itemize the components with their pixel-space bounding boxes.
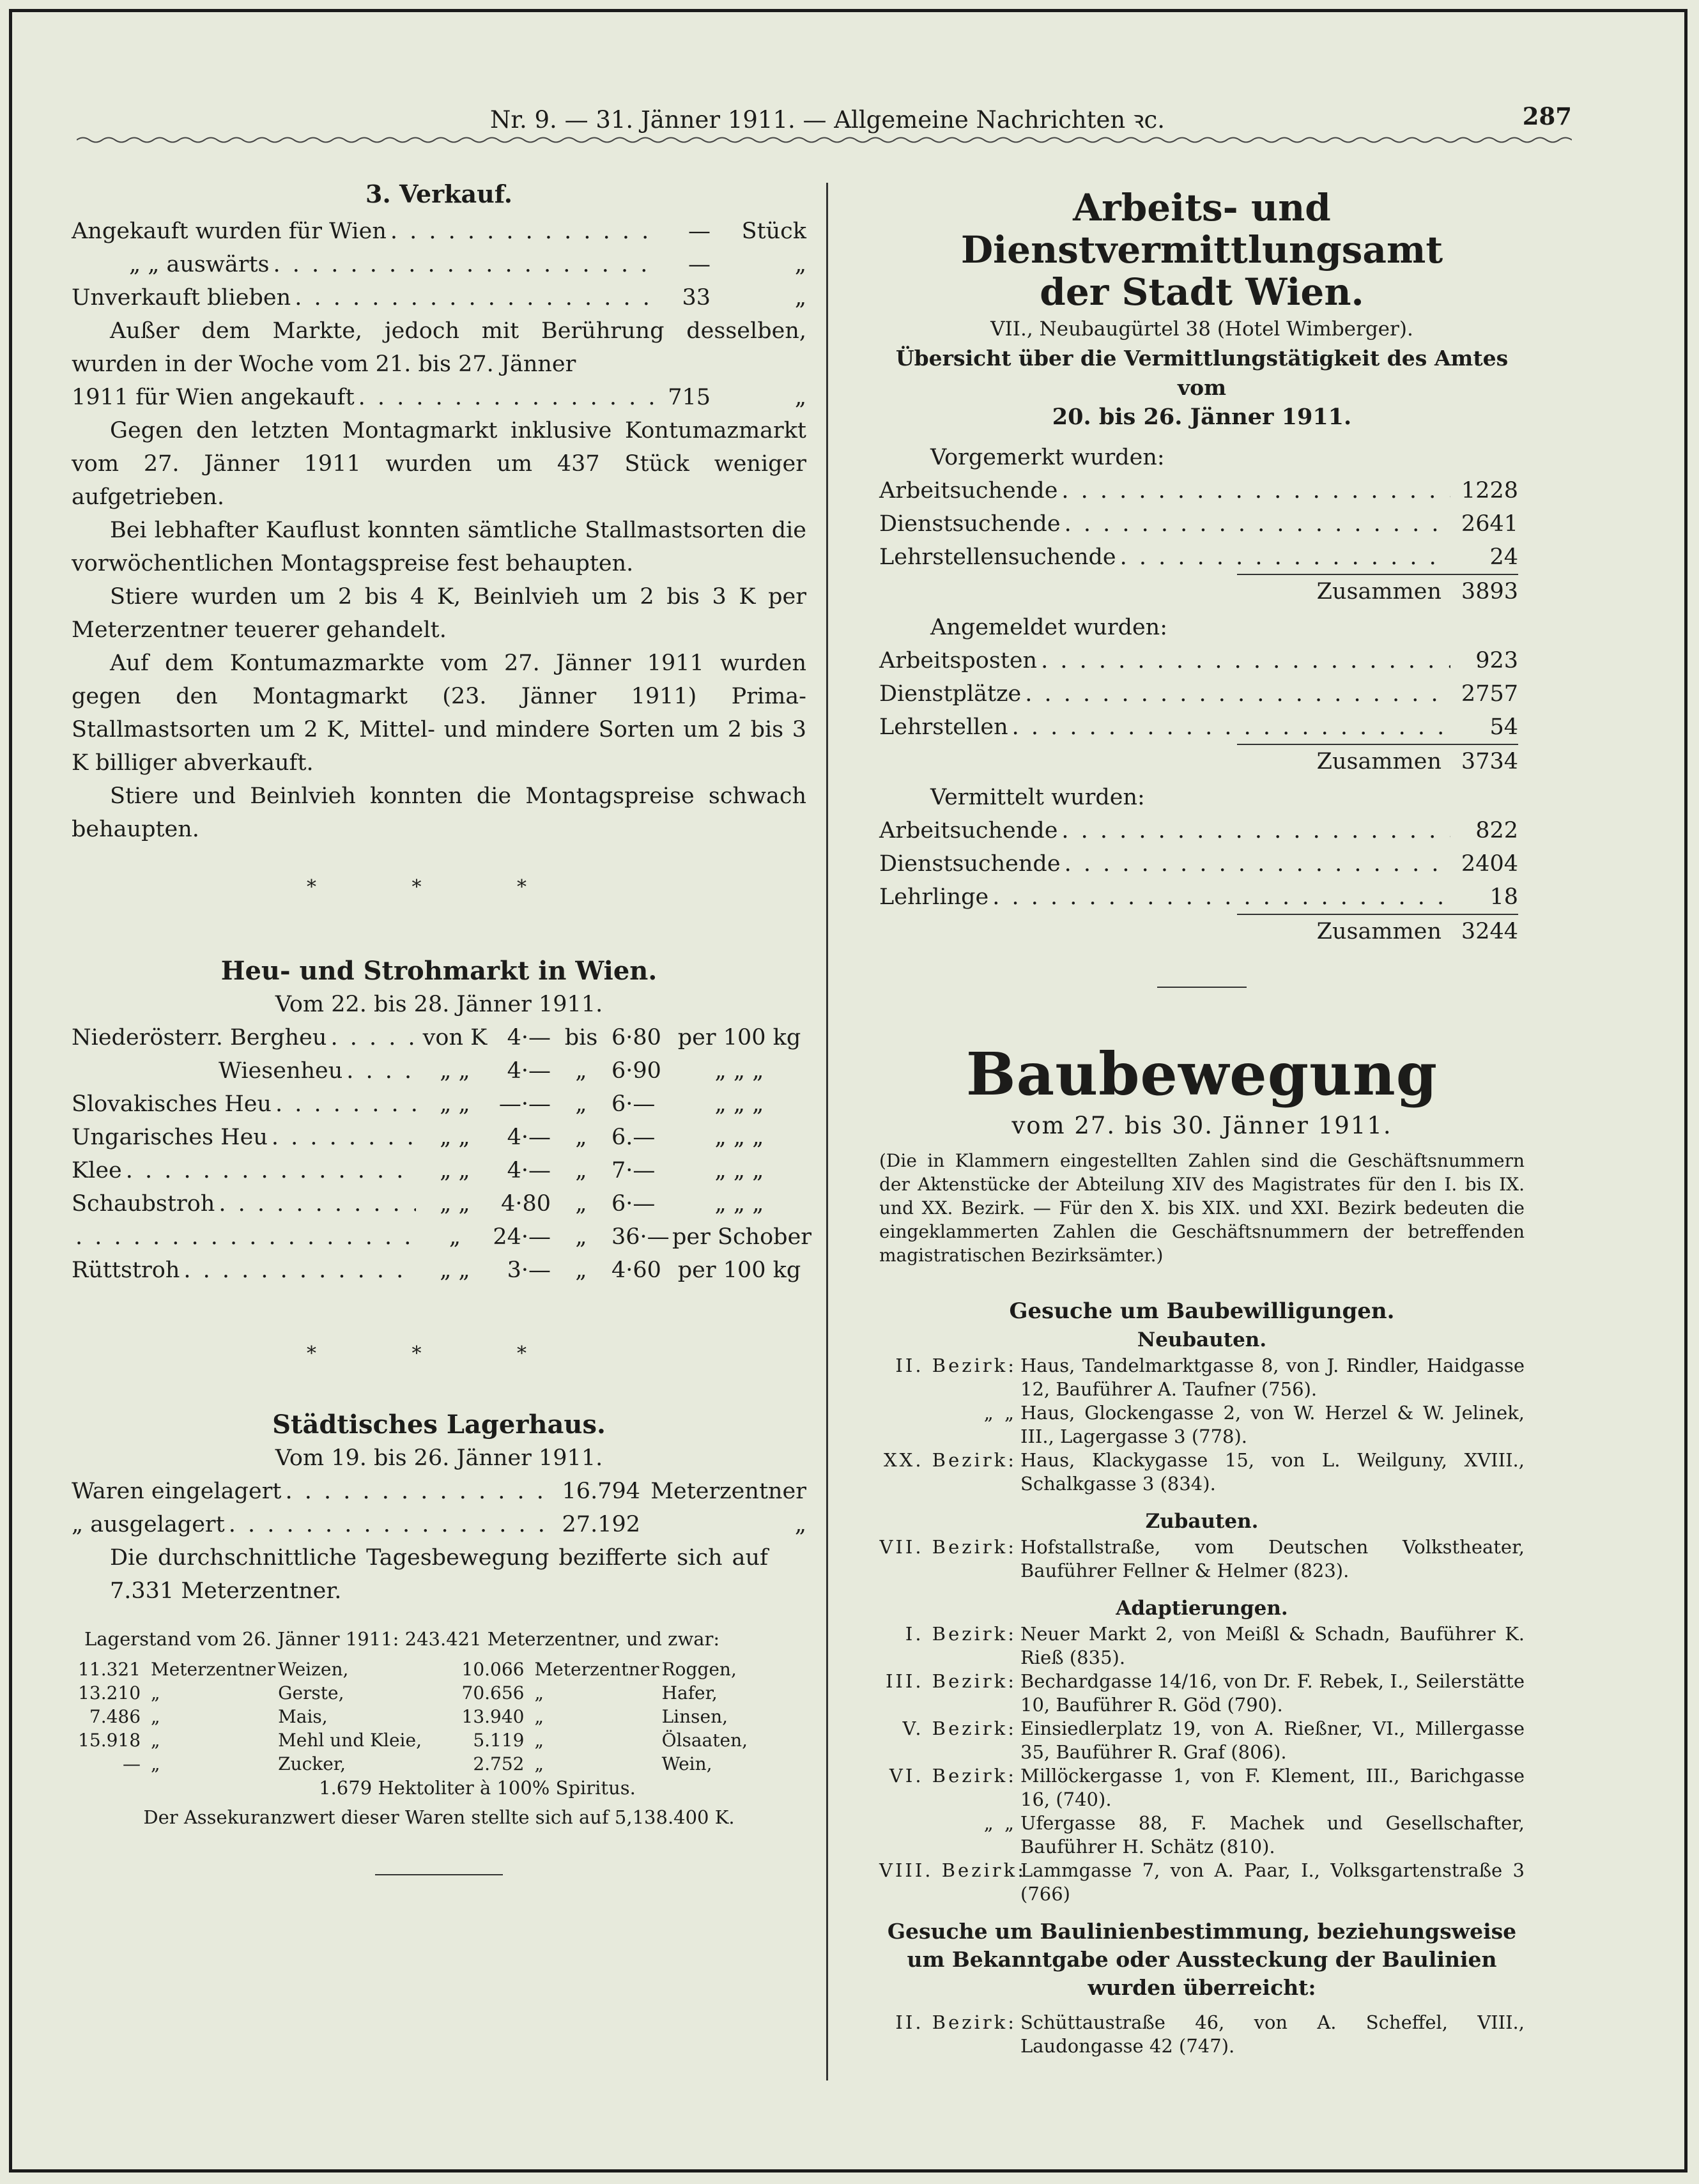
price-from: —·— bbox=[498, 1091, 551, 1117]
row-label: Ungarisches Heu bbox=[72, 1125, 268, 1150]
lagerstand-row bbox=[72, 1752, 749, 1776]
price-to: 6·80 bbox=[611, 1025, 661, 1050]
row-label: Arbeitsuchende bbox=[879, 478, 1058, 504]
table-cell: „ bbox=[534, 1706, 544, 1727]
right-column bbox=[879, 187, 1525, 2058]
table-cell: „ bbox=[151, 1706, 160, 1727]
row-qualifier: „ „ bbox=[440, 1191, 470, 1217]
price-bis: „ bbox=[575, 1257, 587, 1283]
verkauf-paragraph: Auf dem Kontumazmarkte vom 27. Jänner 1911 wurden gegen den Montagmarkt (23. Jänner 1911) Prima-Stallmastsorten um 2 K, Mittel- und mindere Sorten um 2 bis 3 K billiger abverkauft. bbox=[72, 650, 806, 776]
total-value: 3244 bbox=[1461, 919, 1518, 944]
verkauf-heading: 3. Verkauf. bbox=[365, 180, 512, 208]
leader-dots bbox=[275, 1088, 416, 1121]
amt-row bbox=[879, 541, 1518, 574]
verkauf-paragraph: Stiere wurden um 2 bis 4 K, Beinlvieh um 2 bis 3 K per Meterzentner teuerer gehandelt. bbox=[72, 584, 806, 643]
amt-row bbox=[879, 644, 1518, 677]
bau-entry bbox=[879, 1764, 1525, 1811]
row-value: 54 bbox=[1489, 714, 1518, 740]
amt-total-row bbox=[879, 915, 1518, 948]
row-value: 24 bbox=[1489, 544, 1518, 570]
leader-dots bbox=[1065, 507, 1450, 541]
bau-subheading: Adaptierungen. bbox=[1116, 1597, 1288, 1620]
leader-dots bbox=[1041, 644, 1450, 677]
entry-text: Hofstallstraße, vom Deutschen Volkstheater, Bauführer Fellner & Helmer (823). bbox=[1020, 1536, 1525, 1581]
bau-subheading: Zubauten. bbox=[1145, 1510, 1259, 1533]
row-value: 2404 bbox=[1461, 851, 1518, 877]
leader-dots bbox=[330, 1021, 416, 1054]
total-label: Zusammen bbox=[1316, 579, 1441, 604]
header-wavy-rule bbox=[77, 135, 1572, 144]
price-unit: „ „ „ bbox=[714, 1191, 764, 1217]
table-cell: „ bbox=[534, 1730, 544, 1751]
row-label: Waren eingelagert bbox=[72, 1479, 282, 1504]
row-unit: Meterzentner bbox=[650, 1479, 806, 1504]
bezirk-label: „ „ bbox=[983, 1402, 1017, 1424]
leader-dots bbox=[183, 1254, 416, 1287]
heumarkt-period: Vom 22. bis 28. Jänner 1911. bbox=[275, 992, 603, 1017]
leader-dots bbox=[75, 1220, 416, 1254]
bau-entry bbox=[879, 1670, 1525, 1717]
leader-dots bbox=[390, 215, 656, 248]
table-cell: Gerste, bbox=[278, 1682, 344, 1703]
bau-entry bbox=[879, 1535, 1525, 1583]
price-to: 36·— bbox=[611, 1224, 670, 1250]
table-cell: „ bbox=[151, 1682, 160, 1703]
bau-note: (Die in Klammern eingestellten Zahlen sind die Geschäftsnummern der Aktenstücke der Abteilung XIV des Magistrates für den I. bis IX. und XX. Bezirk. — Für den X. bis XIX. und XXI. Bezirk bedeuten die eingeklammerten Zahlen die Geschäftsnummern der betreffenden magistratischen Bezirksämter.) bbox=[879, 1150, 1525, 1266]
row-qualifier: „ bbox=[449, 1224, 461, 1250]
leader-dots bbox=[285, 1475, 547, 1508]
end-rule bbox=[375, 1874, 503, 1875]
row-value: 715 bbox=[668, 385, 711, 410]
leader-dots bbox=[1061, 474, 1450, 507]
price-from: 4·— bbox=[507, 1025, 551, 1050]
lagerhaus-row bbox=[72, 1475, 806, 1508]
table-cell: 7.486 bbox=[89, 1706, 141, 1727]
amt-groups bbox=[879, 441, 1525, 948]
total-label: Zusammen bbox=[1316, 919, 1441, 944]
bau-sections bbox=[879, 1326, 1525, 1906]
amt-row bbox=[879, 847, 1518, 881]
lagerstand-line: Lagerstand vom 26. Jänner 1911: 243.421 Meterzentner, und zwar: bbox=[84, 1628, 720, 1650]
table-cell: 13.210 bbox=[78, 1682, 141, 1703]
leader-dots bbox=[219, 1187, 416, 1220]
row-qualifier: „ „ bbox=[440, 1158, 470, 1183]
bezirk-label: I. Bezirk: bbox=[905, 1623, 1017, 1645]
price-from: 4·— bbox=[507, 1058, 551, 1084]
row-label: 1911 für Wien angekauft bbox=[72, 385, 355, 410]
row-value: 923 bbox=[1475, 648, 1518, 673]
amt-row bbox=[879, 507, 1518, 541]
baulinien-entry bbox=[879, 2011, 1525, 2058]
leader-dots bbox=[1061, 814, 1450, 847]
table-cell: — bbox=[123, 1753, 141, 1774]
heumarkt-row bbox=[72, 1154, 806, 1187]
price-to: 7·— bbox=[611, 1158, 656, 1183]
price-bis: „ bbox=[575, 1058, 587, 1084]
row-label: „ „ auswärts bbox=[129, 252, 270, 277]
heumarkt-row bbox=[72, 1021, 806, 1054]
page-header bbox=[83, 102, 1572, 135]
lagerstand-row bbox=[72, 1657, 749, 1681]
price-unit: „ „ „ bbox=[714, 1058, 764, 1084]
table-cell: 2.752 bbox=[473, 1753, 525, 1774]
entry-text: Neuer Markt 2, von Meißl & Schadn, Bauführer K. Rieß (835). bbox=[1020, 1623, 1525, 1668]
leader-dots bbox=[1025, 677, 1450, 711]
bau-entry bbox=[879, 1717, 1525, 1764]
table-cell: Mehl und Kleie, bbox=[278, 1730, 422, 1751]
amt-subtitle: 20. bis 26. Jänner 1911. bbox=[1052, 404, 1352, 430]
row-label: Rüttstroh bbox=[72, 1257, 180, 1283]
page-number: 287 bbox=[1522, 102, 1572, 130]
row-label: Lehrstellen bbox=[879, 714, 1008, 740]
row-qualifier: „ „ bbox=[440, 1058, 470, 1084]
row-label: „ ausgelagert bbox=[72, 1512, 225, 1537]
row-qualifier: „ „ bbox=[440, 1125, 470, 1150]
price-from: 4·— bbox=[507, 1158, 551, 1183]
bezirk-label: III. Bezirk: bbox=[885, 1670, 1017, 1692]
verkauf-paragraph: Bei lebhafter Kauflust konnten sämtliche Stallmastsorten die vorwöchentlichen Montagspreise fest behaupten. bbox=[72, 518, 806, 576]
leader-dots bbox=[358, 381, 656, 414]
entry-text: Bechardgasse 14/16, von Dr. F. Rebek, I., Seilerstätte 10, Bauführer R. Göd (790). bbox=[1020, 1670, 1525, 1716]
price-bis: „ bbox=[575, 1191, 587, 1217]
table-cell: 10.066 bbox=[461, 1659, 525, 1680]
row-label: Slovakisches Heu bbox=[72, 1091, 272, 1117]
table-cell: Meterzentner bbox=[534, 1659, 659, 1680]
row-label: Unverkauft blieben bbox=[72, 285, 291, 311]
price-from: 24·— bbox=[493, 1224, 551, 1250]
bezirk-label: II. Bezirk: bbox=[895, 2011, 1017, 2033]
entry-text: Ufergasse 88, F. Machek und Gesellschafter, Bauführer H. Schätz (810). bbox=[1020, 1812, 1525, 1857]
amt-group-title: Angemeldet wurden: bbox=[930, 615, 1168, 640]
lagerhaus-period: Vom 19. bis 26. Jänner 1911. bbox=[275, 1445, 603, 1471]
entry-text: Haus, Glockengasse 2, von W. Herzel & W. Jelinek, III., Lagergasse 3 (778). bbox=[1020, 1402, 1525, 1447]
verkauf-row bbox=[72, 381, 806, 414]
row-label: Niederösterr. Bergheu bbox=[72, 1025, 327, 1050]
table-cell: 5.119 bbox=[473, 1730, 525, 1751]
amt-group-title: Vermittelt wurden: bbox=[930, 785, 1145, 810]
row-unit: „ bbox=[794, 252, 806, 277]
section-rule bbox=[1157, 987, 1247, 988]
row-value: 822 bbox=[1475, 818, 1518, 843]
heumarkt-row bbox=[72, 1054, 806, 1088]
row-label: Lehrlinge bbox=[879, 884, 989, 910]
amt-subtitle: Übersicht über die Vermittlungstätigkeit des Amtes vom bbox=[895, 346, 1509, 400]
row-value: 2757 bbox=[1461, 681, 1518, 707]
row-value: — bbox=[688, 219, 711, 244]
table-cell: Linsen, bbox=[661, 1706, 728, 1727]
row-unit: „ bbox=[794, 285, 806, 311]
price-unit: „ „ „ bbox=[714, 1091, 764, 1117]
lagerstand-table bbox=[72, 1657, 749, 1776]
table-cell: 13.940 bbox=[461, 1706, 525, 1727]
verkauf-row bbox=[72, 281, 806, 314]
price-bis: bis bbox=[564, 1025, 598, 1050]
left-column bbox=[72, 178, 812, 1875]
row-label: Wiesenheu bbox=[219, 1058, 343, 1084]
row-label: Arbeitsuchende bbox=[879, 818, 1058, 843]
table-cell: Roggen, bbox=[661, 1659, 737, 1680]
lagerhaus-heading: Städtisches Lagerhaus. bbox=[272, 1410, 606, 1440]
amt-row bbox=[879, 474, 1518, 507]
running-title: Nr. 9. — 31. Jänner 1911. — Allgemeine Nachrichten ꝛc. bbox=[490, 106, 1165, 134]
leader-dots bbox=[346, 1054, 416, 1088]
row-qualifier: „ „ bbox=[440, 1257, 470, 1283]
leader-dots bbox=[229, 1508, 547, 1541]
amt-heading: der Stadt Wien. bbox=[1040, 270, 1364, 314]
price-to: 6·— bbox=[611, 1191, 656, 1217]
row-value: 16.794 bbox=[562, 1479, 640, 1504]
leader-dots bbox=[1120, 541, 1450, 574]
heumarkt-row bbox=[72, 1187, 806, 1220]
column-divider bbox=[826, 183, 828, 2080]
section-separator: * * * bbox=[306, 876, 572, 898]
entry-text: Schüttaustraße 46, von A. Scheffel, VIII., Laudongasse 42 (747). bbox=[1020, 2011, 1525, 2057]
table-cell: Meterzentner bbox=[151, 1659, 276, 1680]
spiritus-line: 1.679 Hektoliter à 100% Spiritus. bbox=[319, 1777, 636, 1799]
table-cell: „ bbox=[151, 1730, 160, 1751]
table-cell: 15.918 bbox=[78, 1730, 141, 1751]
lagerstand-row bbox=[72, 1705, 749, 1728]
verkauf-row bbox=[72, 248, 806, 281]
amt-heading: Arbeits- und Dienstvermittlungsamt bbox=[960, 186, 1443, 272]
entry-text: Lammgasse 7, von A. Paar, I., Volksgartenstraße 3 (766) bbox=[1020, 1859, 1525, 1905]
lagerstand-row bbox=[72, 1728, 749, 1752]
price-to: 6·— bbox=[611, 1091, 656, 1117]
row-unit: „ bbox=[794, 385, 806, 410]
table-cell: 70.656 bbox=[461, 1682, 525, 1703]
verkauf-paragraph: Stiere und Beinlvieh konnten die Montagspreise schwach behaupten. bbox=[72, 783, 806, 842]
entry-text: Haus, Tandelmarktgasse 8, von J. Rindler, Haidgasse 12, Bauführer A. Taufner (756). bbox=[1020, 1355, 1525, 1400]
price-unit: „ „ „ bbox=[714, 1125, 764, 1150]
entry-text: Millöckergasse 1, von F. Klement, III., Barichgasse 16, (740). bbox=[1020, 1765, 1525, 1810]
price-to: 6.— bbox=[611, 1125, 656, 1150]
row-qualifier: „ „ bbox=[440, 1091, 470, 1117]
amt-row bbox=[879, 881, 1518, 914]
assekuranz-line: Der Assekuranzwert dieser Waren stellte sich auf 5,138.400 K. bbox=[143, 1806, 735, 1828]
amt-row bbox=[879, 711, 1518, 744]
lagerhaus-row bbox=[72, 1508, 806, 1541]
leader-dots bbox=[272, 1121, 416, 1154]
heumarkt-row bbox=[72, 1254, 806, 1287]
row-label: Dienstsuchende bbox=[879, 851, 1061, 877]
price-from: 4·— bbox=[507, 1125, 551, 1150]
total-label: Zusammen bbox=[1316, 749, 1441, 774]
bezirk-label: VIII. Bezirk: bbox=[879, 1859, 1026, 1881]
row-unit: „ bbox=[794, 1512, 806, 1537]
bau-period: vom 27. bis 30. Jänner 1911. bbox=[1011, 1112, 1392, 1139]
bau-entry bbox=[879, 1622, 1525, 1670]
table-cell: Weizen, bbox=[278, 1659, 349, 1680]
entry-text: Haus, Klackygasse 15, von L. Weilguny, XVIII., Schalkgasse 3 (834). bbox=[1020, 1449, 1525, 1495]
bau-subheading: Neubauten. bbox=[1137, 1328, 1267, 1351]
total-value: 3734 bbox=[1461, 749, 1518, 774]
heumarkt-heading: Heu- und Strohmarkt in Wien. bbox=[220, 956, 657, 986]
leader-dots bbox=[1065, 847, 1450, 881]
leader-dots bbox=[992, 881, 1450, 914]
bau-entry bbox=[879, 1449, 1525, 1496]
leader-dots bbox=[273, 248, 656, 281]
bau-heading: Baubewegung bbox=[965, 1040, 1438, 1109]
heumarkt-row bbox=[72, 1121, 806, 1154]
row-label: Dienstsuchende bbox=[879, 511, 1061, 537]
gesuche-heading: Gesuche um Baubewilligungen. bbox=[1009, 1298, 1395, 1324]
price-unit: per 100 kg bbox=[677, 1257, 801, 1283]
price-unit: per Schober bbox=[672, 1224, 812, 1250]
table-cell: Mais, bbox=[278, 1706, 328, 1727]
table-cell: Ölsaaten, bbox=[661, 1730, 748, 1751]
price-to: 6·90 bbox=[611, 1058, 661, 1084]
bezirk-label: „ „ bbox=[983, 1812, 1017, 1834]
price-from: 4·80 bbox=[501, 1191, 551, 1217]
row-label: Dienstplätze bbox=[879, 681, 1022, 707]
table-cell: 11.321 bbox=[78, 1659, 141, 1680]
lagerstand-row bbox=[72, 1681, 749, 1705]
row-value: 27.192 bbox=[562, 1512, 640, 1537]
entry-text: Einsiedlerplatz 19, von A. Rießner, VI., Millergasse 35, Bauführer R. Graf (806). bbox=[1020, 1718, 1525, 1763]
lagerhaus-avg: Die durchschnittliche Tagesbewegung bezifferte sich auf 7.331 Meterzentner. bbox=[110, 1545, 768, 1604]
verkauf-row bbox=[72, 215, 806, 248]
row-qualifier: von K bbox=[422, 1025, 488, 1050]
heumarkt-table bbox=[72, 1021, 812, 1287]
row-label: Arbeitsposten bbox=[879, 648, 1038, 673]
bezirk-label: V. Bezirk: bbox=[902, 1718, 1017, 1739]
bezirk-label: XX. Bezirk: bbox=[884, 1449, 1017, 1471]
baulinien-heading: Gesuche um Baulinienbestimmung, beziehungsweise um Bekanntgabe oder Aussteckung der Baulinien wurden überreicht: bbox=[887, 1919, 1517, 2000]
table-cell: „ bbox=[534, 1753, 544, 1774]
row-value: 1228 bbox=[1461, 478, 1518, 504]
verkauf-paragraph: Gegen den letzten Montagmarkt inklusive Kontumazmarkt vom 27. Jänner 1911 wurden um 437 Stück weniger aufgetrieben. bbox=[72, 418, 806, 510]
price-bis: „ bbox=[575, 1091, 587, 1117]
row-label: Klee bbox=[72, 1158, 122, 1183]
amt-total-row bbox=[879, 745, 1518, 778]
row-value: 2641 bbox=[1461, 511, 1518, 537]
row-unit: Stück bbox=[741, 219, 806, 244]
verkauf-paragraph: Außer dem Markte, jedoch mit Berührung desselben, wurden in der Woche vom 21. bis 27. Jänner bbox=[72, 318, 806, 377]
price-to: 4·60 bbox=[611, 1257, 661, 1283]
section-separator: * * * bbox=[306, 1342, 572, 1365]
price-bis: „ bbox=[575, 1224, 587, 1250]
total-value: 3893 bbox=[1461, 579, 1518, 604]
amt-row bbox=[879, 814, 1518, 847]
row-value: — bbox=[688, 252, 711, 277]
bau-entry bbox=[879, 1401, 1525, 1449]
row-value: 33 bbox=[682, 285, 711, 311]
price-bis: „ bbox=[575, 1125, 587, 1150]
leader-dots bbox=[126, 1154, 416, 1187]
bezirk-label: VII. Bezirk: bbox=[879, 1536, 1017, 1558]
table-cell: Zucker, bbox=[278, 1753, 346, 1774]
heumarkt-row bbox=[72, 1220, 812, 1254]
row-label: Schaubstroh bbox=[72, 1191, 215, 1217]
price-unit: per 100 kg bbox=[677, 1025, 801, 1050]
amt-row bbox=[879, 677, 1518, 711]
row-label: Lehrstellensuchende bbox=[879, 544, 1116, 570]
amt-total-row bbox=[879, 575, 1518, 608]
table-cell: „ bbox=[151, 1753, 160, 1774]
bau-entry bbox=[879, 1354, 1525, 1401]
price-from: 3·— bbox=[507, 1257, 551, 1283]
heumarkt-row bbox=[72, 1088, 806, 1121]
baulinien-entries bbox=[879, 2011, 1525, 2058]
table-cell: Wein, bbox=[661, 1753, 712, 1774]
row-value: 18 bbox=[1489, 884, 1518, 910]
bezirk-label: II. Bezirk: bbox=[895, 1355, 1017, 1376]
table-cell: Hafer, bbox=[661, 1682, 718, 1703]
bau-entry bbox=[879, 1859, 1525, 1906]
leader-dots bbox=[295, 281, 656, 314]
amt-address: VII., Neubaugürtel 38 (Hotel Wimberger). bbox=[990, 318, 1413, 341]
bezirk-label: VI. Bezirk: bbox=[889, 1765, 1017, 1787]
leader-dots bbox=[1012, 711, 1450, 744]
price-unit: „ „ „ bbox=[714, 1158, 764, 1183]
row-label: Angekauft wurden für Wien bbox=[72, 219, 387, 244]
amt-group-title: Vorgemerkt wurden: bbox=[930, 445, 1165, 470]
price-bis: „ bbox=[575, 1158, 587, 1183]
bau-entry bbox=[879, 1811, 1525, 1859]
table-cell: „ bbox=[534, 1682, 544, 1703]
